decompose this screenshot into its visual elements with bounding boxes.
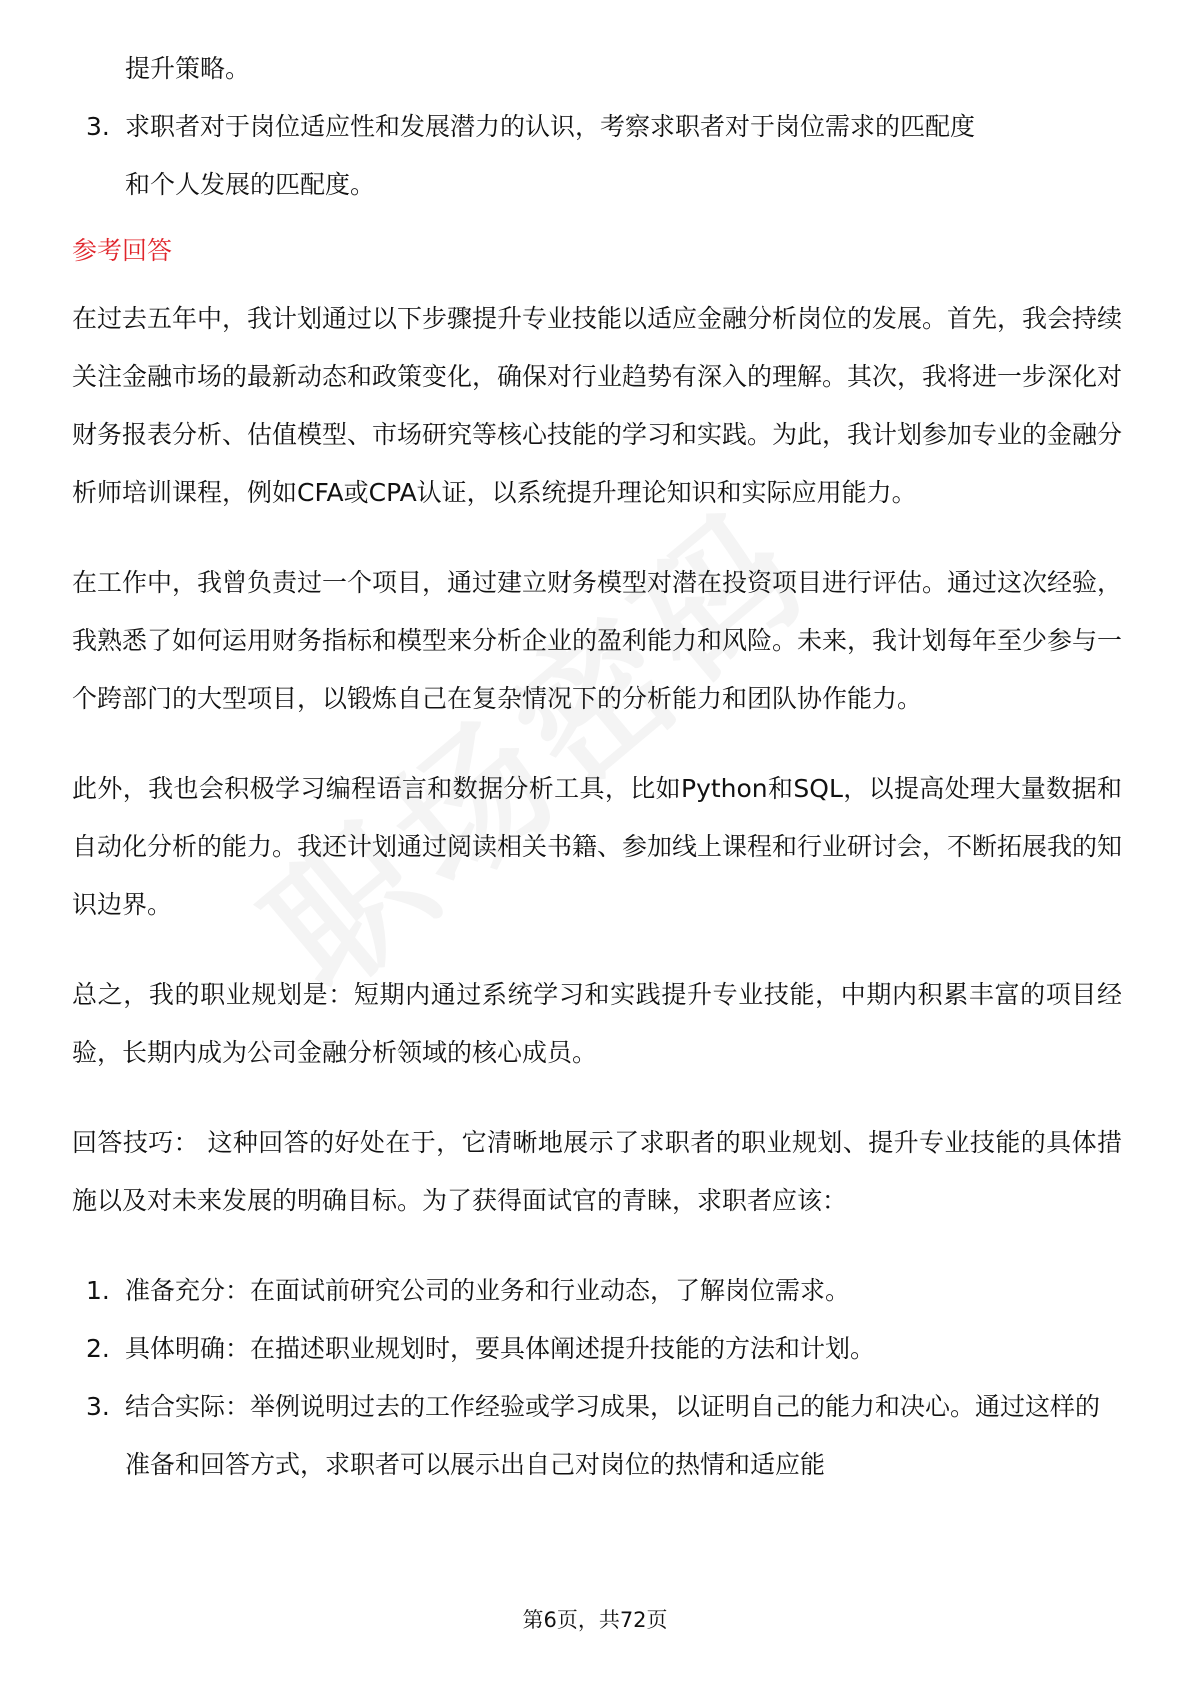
answer-paragraph-1: 在过去五年中，我计划通过以下步骤提升专业技能以适应金融分析岗位的发展。首先，我会持续关注金融市场的最新动态和政策变化，确保对行业趋势有深入的理解。其次，我将进一步深化对财务报表分析、估值模型、市场研究等核心技能的学习和实践。为此，我计划参加专业的金融分析师培训课程，例如CFA或CPA认证，以系统提升理论知识和实际应用能力。 bbox=[72, 304, 1123, 507]
list-item-number: 3. bbox=[86, 1392, 110, 1421]
list-item bbox=[72, 1262, 1122, 1320]
section-title: 参考回答 bbox=[72, 236, 173, 265]
list-item bbox=[72, 1378, 1122, 1494]
list-item bbox=[72, 1320, 1122, 1378]
list-item-text: 结合实际：举例说明过去的工作经验或学习成果，以证明自己的能力和决心。通过这样的准备和回答方式，求职者可以展示出自己对岗位的热情和适应能 bbox=[125, 1392, 1101, 1479]
list-item-text: 准备充分：在面试前研究公司的业务和行业动态，了解岗位需求。 bbox=[125, 1276, 851, 1305]
list-item-text: 具体明确：在描述职业规划时，要具体阐述提升技能的方法和计划。 bbox=[125, 1334, 876, 1363]
page-content bbox=[72, 40, 1122, 1494]
list-item-number: 1. bbox=[86, 1276, 110, 1305]
answer-paragraph-4: 总之，我的职业规划是：短期内通过系统学习和实践提升专业技能，中期内积累丰富的项目经验，长期内成为公司金融分析领域的核心成员。 bbox=[72, 980, 1122, 1067]
tips-intro-paragraph: 回答技巧： 这种回答的好处在于，它清晰地展示了求职者的职业规划、提升专业技能的具体措施以及对未来发展的明确目标。为了获得面试官的青睐，求职者应该： bbox=[72, 1128, 1122, 1215]
list-item bbox=[72, 98, 1122, 214]
page-number-footer: 第6页，共72页 bbox=[522, 1608, 668, 1632]
answer-paragraph-2: 在工作中，我曾负责过一个项目，通过建立财务模型对潜在投资项目进行评估。通过这次经验，我熟悉了如何运用财务指标和模型来分析企业的盈利能力和风险。未来，我计划每年至少参与一个跨部门的大型项目，以锻炼自己在复杂情况下的分析能力和团队协作能力。 bbox=[72, 568, 1123, 713]
list-item-line: 求职者对于岗位适应性和发展潜力的认识，考察求职者对于岗位需求的匹配度 bbox=[125, 112, 976, 141]
top-numbered-list bbox=[72, 98, 1122, 214]
list-continuation-text: 提升策略。 bbox=[125, 54, 251, 83]
list-item-number: 3. bbox=[86, 112, 110, 141]
answer-paragraph-3: 此外，我也会积极学习编程语言和数据分析工具，比如Python和SQL，以提高处理大量数据和自动化分析的能力。我还计划通过阅读相关书籍、参加线上课程和行业研讨会，不断拓展我的知识边界。 bbox=[72, 774, 1123, 919]
list-item-line: 和个人发展的匹配度。 bbox=[125, 170, 376, 199]
list-item-number: 2. bbox=[86, 1334, 110, 1363]
tips-numbered-list bbox=[72, 1262, 1122, 1494]
